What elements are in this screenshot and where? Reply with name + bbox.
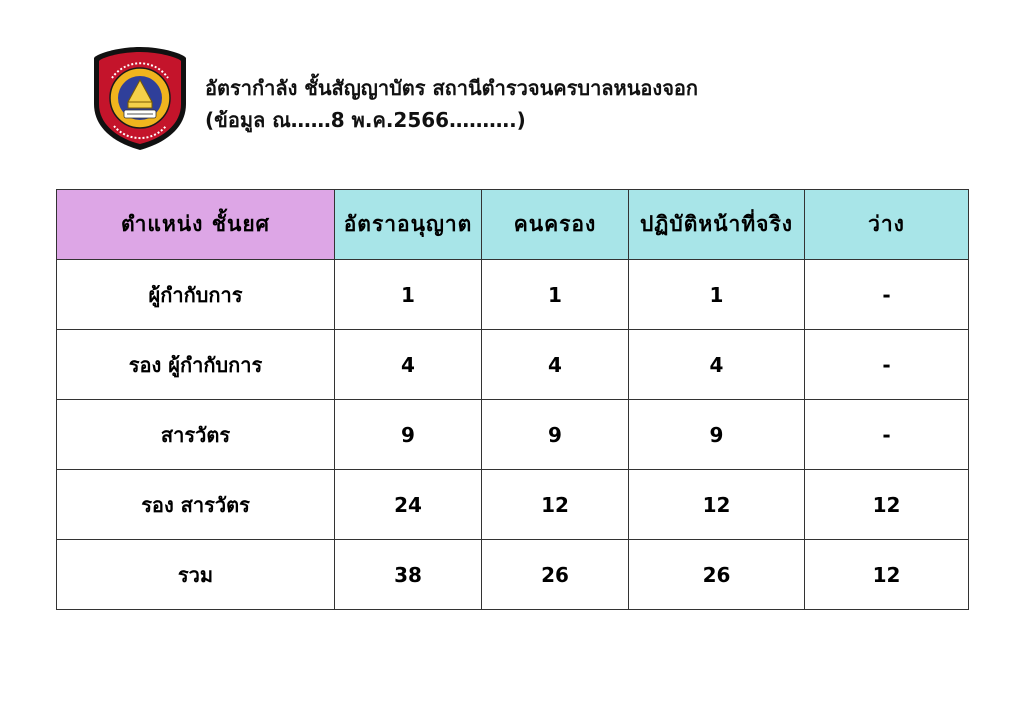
cell-occupied: 9 — [482, 400, 629, 470]
cell-authorized: 9 — [335, 400, 482, 470]
cell-authorized: 24 — [335, 470, 482, 540]
cell-vacant: - — [805, 260, 969, 330]
cell-position: สารวัตร — [57, 400, 335, 470]
cell-position: ผู้กำกับการ — [57, 260, 335, 330]
column-header-on-duty: ปฏิบัติหน้าที่จริง — [629, 190, 805, 260]
cell-position: รอง สารวัตร — [57, 470, 335, 540]
cell-authorized: 4 — [335, 330, 482, 400]
police-station-emblem-icon — [90, 44, 190, 152]
cell-vacant: 12 — [805, 470, 969, 540]
table-header-row — [57, 190, 969, 260]
data-date-subtitle: (ข้อมูล ณ……8 พ.ค.2566……….) — [205, 108, 526, 132]
cell-occupied: 4 — [482, 330, 629, 400]
cell-vacant: - — [805, 400, 969, 470]
table-row — [57, 470, 969, 540]
staffing-table — [56, 189, 969, 610]
cell-vacant: - — [805, 330, 969, 400]
table-row-total — [57, 540, 969, 610]
cell-occupied: 12 — [482, 470, 629, 540]
column-header-vacant: ว่าง — [805, 190, 969, 260]
page-title: อัตรากำลัง ชั้นสัญญาบัตร สถานีตำรวจนครบาลหนองจอก — [205, 76, 699, 100]
table-row — [57, 400, 969, 470]
column-header-authorized: อัตราอนุญาต — [335, 190, 482, 260]
cell-position: รวม — [57, 540, 335, 610]
table-row — [57, 260, 969, 330]
cell-authorized: 38 — [335, 540, 482, 610]
cell-on-duty: 9 — [629, 400, 805, 470]
cell-authorized: 1 — [335, 260, 482, 330]
cell-on-duty: 4 — [629, 330, 805, 400]
cell-on-duty: 1 — [629, 260, 805, 330]
title-block — [205, 72, 698, 136]
cell-occupied: 1 — [482, 260, 629, 330]
cell-on-duty: 12 — [629, 470, 805, 540]
table-row — [57, 330, 969, 400]
cell-vacant: 12 — [805, 540, 969, 610]
column-header-occupied: คนครอง — [482, 190, 629, 260]
cell-occupied: 26 — [482, 540, 629, 610]
column-header-position: ตำแหน่ง ชั้นยศ — [57, 190, 335, 260]
cell-on-duty: 26 — [629, 540, 805, 610]
cell-position: รอง ผู้กำกับการ — [57, 330, 335, 400]
